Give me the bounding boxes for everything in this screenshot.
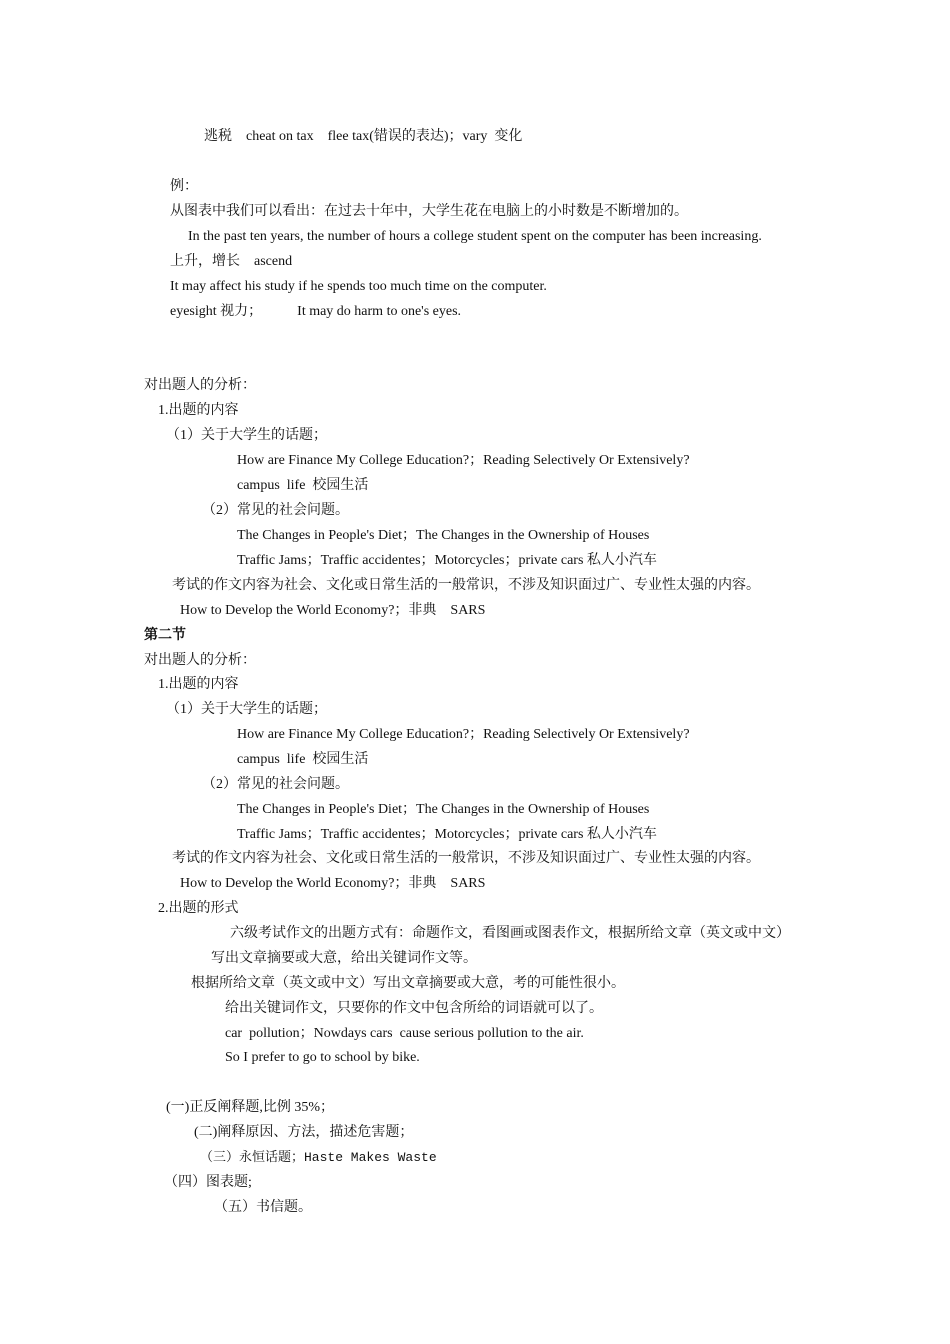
- text-line: 根据所给文章（英文或中文）写出文章摘要或大意，考的可能性很小。: [191, 976, 625, 991]
- text-line: 考试的作文内容为社会、文化或日常生活的一般常识，不涉及知识面过广、专业性太强的内容。: [172, 578, 760, 593]
- text-line: （2）常见的社会问题。: [202, 503, 349, 518]
- section-heading: 对出题人的分析：: [144, 378, 256, 393]
- list-item: （五）书信题。: [214, 1200, 312, 1215]
- text-line: car pollution；Nowdays cars cause serious pollution to the air.: [225, 1026, 584, 1041]
- list-item: （三）永恒话题；Haste Makes Waste: [200, 1150, 437, 1165]
- text-line: eyesight 视力； It may do harm to one's eyes.: [170, 304, 462, 319]
- section-title: 第二节: [144, 628, 186, 643]
- text-line: How are Finance My College Education?；Reading Selectively Or Extensively?: [237, 453, 690, 468]
- text-line: Traffic Jams；Traffic accidentes；Motorcycles；private cars 私人小汽车: [237, 827, 657, 842]
- text-line: campus life 校园生活: [237, 752, 369, 767]
- text-line: 写出文章摘要或大意，给出关键词作文等。: [211, 951, 477, 966]
- text-line: 1.出题的内容: [158, 677, 239, 692]
- text-line: How are Finance My College Education?；Reading Selectively Or Extensively?: [237, 727, 690, 742]
- text-line: 例：: [170, 179, 198, 194]
- text-line: campus life 校园生活: [237, 478, 369, 493]
- list-item: (二)阐释原因、方法，描述危害题；: [194, 1125, 414, 1140]
- text-line: （2）常见的社会问题。: [202, 777, 349, 792]
- text-line: 上升，增长 ascend: [170, 254, 293, 269]
- text-line: 考试的作文内容为社会、文化或日常生活的一般常识，不涉及知识面过广、专业性太强的内容。: [172, 851, 760, 866]
- text-line: （1）关于大学生的话题；: [166, 702, 327, 717]
- text-line: 六级考试作文的出题方式有：命题作文，看图画或图表作文，根据所给文章（英文或中文）: [230, 926, 790, 941]
- text-line: In the past ten years, the number of hours a college student spent on the computer has been increasing.: [188, 229, 762, 244]
- text-line: 逃税 cheat on tax flee tax(错误的表达)；vary 变化: [204, 129, 523, 144]
- text-line: 给出关键词作文，只要你的作文中包含所给的词语就可以了。: [225, 1001, 603, 1016]
- text-line: 从图表中我们可以看出：在过去十年中，大学生花在电脑上的小时数是不断增加的。: [170, 204, 688, 219]
- list-item: （四）图表题;: [164, 1175, 252, 1190]
- text-line: So I prefer to go to school by bike.: [225, 1050, 420, 1065]
- list-item: (一)正反阐释题,比例 35%；: [166, 1100, 334, 1115]
- text-line: How to Develop the World Economy?；非典 SARS: [180, 876, 486, 891]
- text-line: How to Develop the World Economy?；非典 SARS: [180, 603, 486, 618]
- text-line: 2.出题的形式: [158, 901, 239, 916]
- text-line: It may affect his study if he spends too much time on the computer.: [170, 279, 547, 294]
- section-heading: 对出题人的分析：: [144, 653, 256, 668]
- text-line: Traffic Jams；Traffic accidentes；Motorcycles；private cars 私人小汽车: [237, 553, 657, 568]
- text-line: 1.出题的内容: [158, 403, 239, 418]
- text-line: The Changes in People's Diet；The Changes in the Ownership of Houses: [237, 528, 650, 543]
- text-line: The Changes in People's Diet；The Changes in the Ownership of Houses: [237, 802, 650, 817]
- text-line: （1）关于大学生的话题；: [166, 428, 327, 443]
